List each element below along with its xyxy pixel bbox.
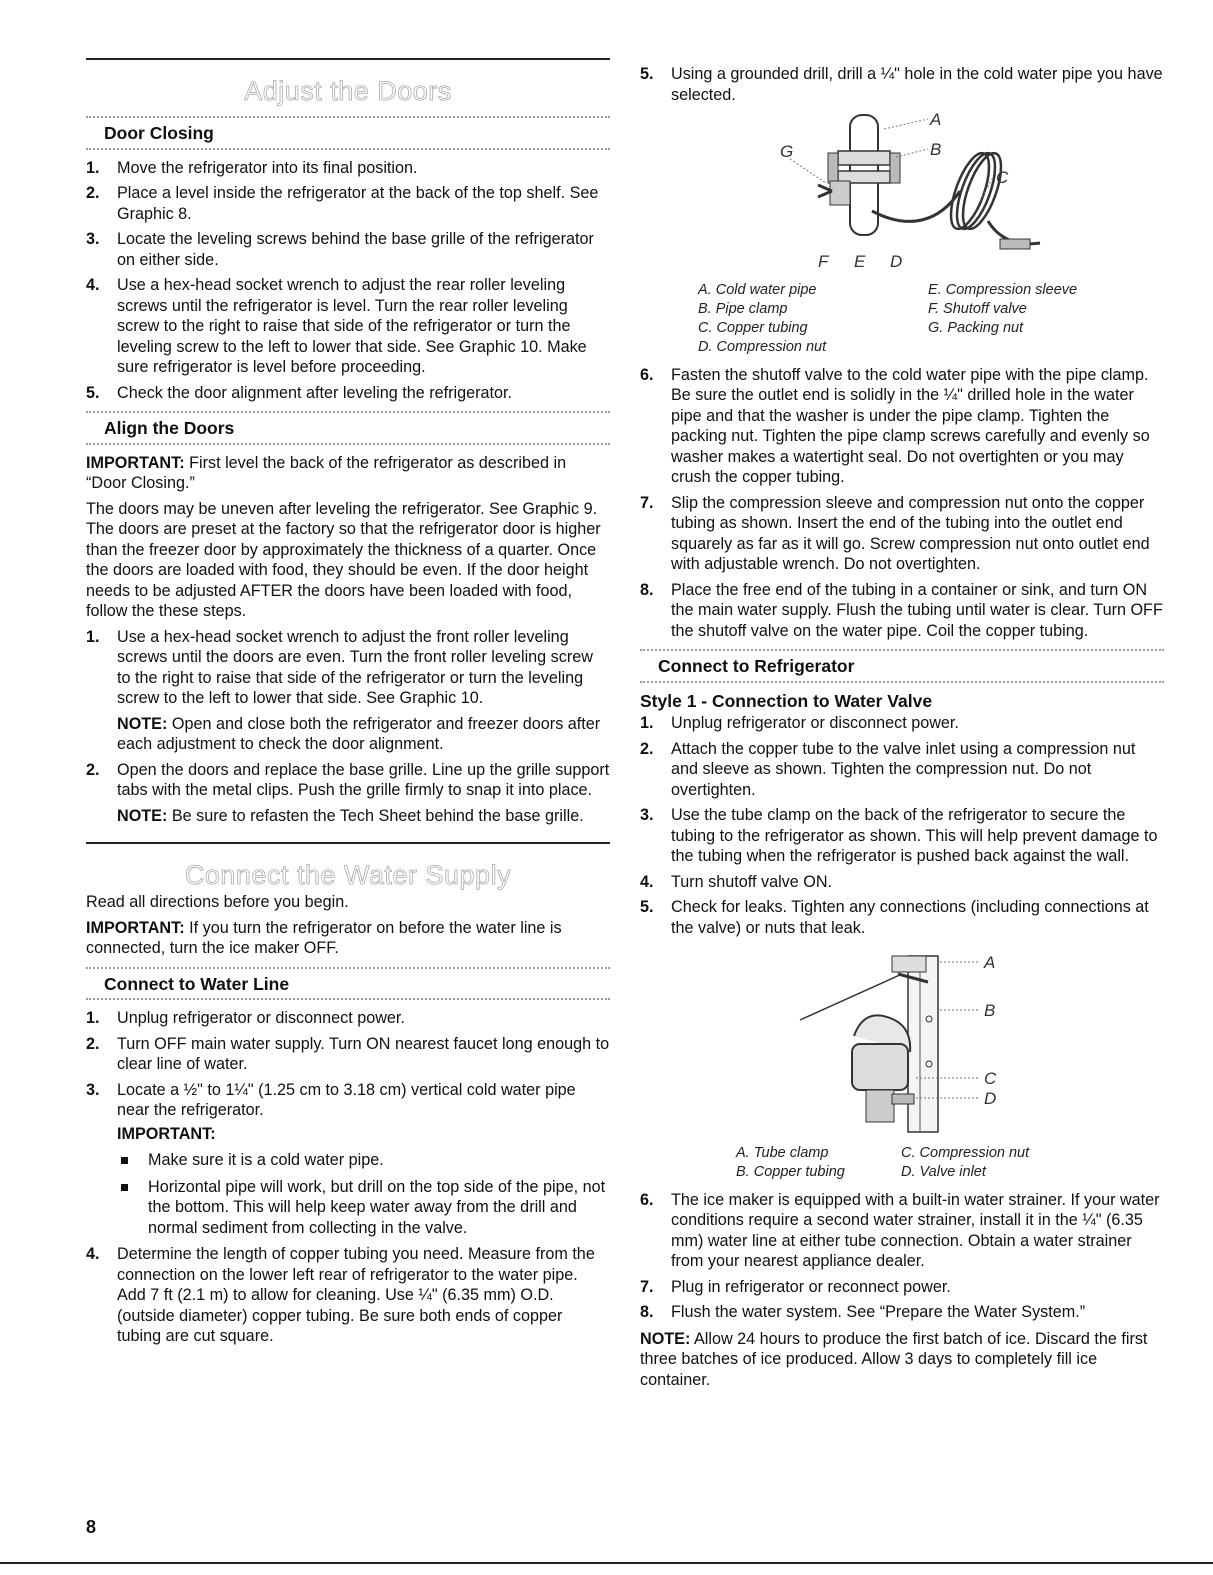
step-text: Locate the leveling screws behind the base grille of the refrigerator on either side. bbox=[117, 230, 594, 269]
label-c: C bbox=[984, 1069, 997, 1088]
label-f: F bbox=[818, 252, 829, 271]
step-number: 8. bbox=[640, 1303, 654, 1321]
label-e: E bbox=[854, 252, 866, 271]
caption: C. Compression nut bbox=[901, 1144, 1030, 1161]
label-a: A bbox=[984, 953, 996, 972]
list-item bbox=[86, 1034, 610, 1075]
list-item bbox=[640, 1277, 1164, 1298]
step-number: 2. bbox=[86, 1034, 100, 1053]
step-number: 6. bbox=[640, 1190, 654, 1209]
note bbox=[117, 806, 610, 827]
step-text: Using a grounded drill, drill a ¼" hole in the cold water pipe you have selected. bbox=[671, 65, 1163, 104]
list-item bbox=[640, 739, 1164, 801]
important-label: IMPORTANT: bbox=[117, 1124, 216, 1143]
page-number: 8 bbox=[86, 1517, 97, 1537]
style-heading: Style 1 - Connection to Water Valve bbox=[640, 690, 933, 711]
list-item bbox=[640, 897, 1164, 938]
step-text: Plug in refrigerator or reconnect power. bbox=[671, 1277, 951, 1296]
align-paragraph: The doors may be uneven after leveling the refrigerator. See Graphic 9. The doors are preset at the factory so that the refrigerator door is higher than the freezer door by approximately the thickness of a quarter. Once the doors are loaded with food, they should be even. If the door height needs to be adjusted AFTER the doors have been loaded with food, follow the these steps. bbox=[86, 499, 601, 620]
step-number: 1. bbox=[86, 1009, 100, 1027]
read-all-text: Read all directions before you begin. bbox=[86, 893, 349, 911]
step-text: The ice maker is equipped with a built-in water strainer. If your water conditions require a second water strainer, install it in the ¼" (6.35 mm) water line at either tube connection. Obtain a water strainer from your nearest appliance dealer. bbox=[671, 1190, 1160, 1270]
valve-steps bbox=[640, 365, 1164, 642]
step-number: 1. bbox=[86, 627, 100, 646]
list-item bbox=[640, 713, 1164, 734]
step-text: Place the free end of the tubing in a container or sink, and turn ON the main water supply. Flush the tubing until water is clear. Turn OFF the shutoff valve on the water pipe. Coil the copper tubing. bbox=[671, 580, 1163, 640]
note-text: Be sure to refasten the Tech Sheet behind the base grille. bbox=[167, 806, 584, 825]
list-item bbox=[86, 1008, 610, 1029]
align-steps bbox=[86, 627, 610, 827]
note-label: NOTE: bbox=[117, 806, 168, 825]
caption: C. Copper tubing bbox=[698, 319, 808, 336]
step-number: 1. bbox=[86, 158, 100, 177]
list-item bbox=[117, 1150, 610, 1171]
step-number: 3. bbox=[86, 1080, 100, 1099]
note-text: Open and close both the refrigerator and freezer doors after each adjustment to check the door alignment. bbox=[117, 714, 601, 753]
caption: D. Compression nut bbox=[698, 338, 827, 355]
list-item bbox=[86, 1080, 610, 1239]
step-text: Locate a ½" to 1¼" (1.25 cm to 3.18 cm) vertical cold water pipe near the refrigerator. bbox=[117, 1080, 576, 1119]
note-label: NOTE: bbox=[640, 1329, 691, 1348]
list-item bbox=[86, 627, 610, 755]
door-closing-steps bbox=[86, 158, 610, 404]
label-b: B bbox=[930, 140, 942, 159]
important-paragraph bbox=[86, 453, 610, 494]
step-text: Turn shutoff valve ON. bbox=[671, 872, 833, 891]
figure1-captions bbox=[698, 281, 1158, 357]
important-label: IMPORTANT: bbox=[86, 918, 185, 937]
list-item bbox=[640, 1190, 1164, 1272]
step-text: Use a hex-head socket wrench to adjust the rear roller leveling screws until the refrigerator is level. Turn the rear roller leveling screw to the right to raise that side of the refrigerator or turn the leveling screw to the left to lower that side. See Graphic 10. Make sure refrigerator is level before proceeding. bbox=[117, 276, 587, 376]
water-valve-illustration bbox=[640, 944, 1164, 1134]
note bbox=[117, 714, 610, 755]
step-text: Check for leaks. Tighten any connections (including connections at the valve) or nuts that leak. bbox=[671, 898, 1149, 937]
subsection-align-doors bbox=[86, 411, 610, 445]
step-text: Fasten the shutoff valve to the cold water pipe with the pipe clamp. Be sure the outlet end is solidly in the ¼" drilled hole in the water pipe and that the washer is under the pipe clamp. Tighten the packing nut. Tighten the pipe clamp screws carefully and evenly so washer makes a watertight seal. Do not overtighten or you may crush the copper tubing. bbox=[671, 365, 1150, 486]
caption: B. Copper tubing bbox=[736, 1163, 845, 1180]
shutoff-valve-illustration bbox=[640, 111, 1164, 271]
final-note bbox=[640, 1329, 1164, 1391]
step-text: Move the refrigerator into its final position. bbox=[117, 158, 418, 177]
left-column bbox=[86, 58, 610, 1353]
step-number: 5. bbox=[640, 65, 654, 83]
step-number: 3. bbox=[86, 230, 100, 248]
step-text: Use the tube clamp on the back of the refrigerator to secure the tubing to the refrigerator as shown. This will help prevent damage to the tubing when the refrigerator is pushed back against the wall. bbox=[671, 806, 1158, 865]
caption: D. Valve inlet bbox=[901, 1163, 986, 1180]
step-number: 4. bbox=[86, 276, 100, 294]
step-text: Open the doors and replace the base grille. Line up the grille support tabs with the metal clips. Push the grille firmly to snap it into place. bbox=[117, 760, 610, 799]
step-number: 2. bbox=[640, 739, 654, 758]
figure2-captions bbox=[736, 1144, 1066, 1182]
step-number: 7. bbox=[640, 1277, 654, 1296]
step-number: 6. bbox=[640, 365, 654, 384]
subheading-connect-refrigerator: Connect to Refrigerator bbox=[658, 656, 855, 676]
divider bbox=[86, 443, 610, 445]
shutoff-valve-figure bbox=[640, 111, 1164, 277]
caption: A. Cold water pipe bbox=[698, 281, 817, 298]
list-item bbox=[86, 229, 610, 270]
divider bbox=[640, 681, 1164, 683]
section-title-water-supply: Connect the Water Supply bbox=[184, 860, 512, 890]
divider bbox=[86, 998, 610, 1000]
step-number: 4. bbox=[640, 872, 654, 891]
subheading-door-closing: Door Closing bbox=[104, 123, 214, 143]
list-item bbox=[640, 493, 1164, 575]
step-text: Slip the compression sleeve and compression nut onto the copper tubing as shown. Insert the end of the tubing into the outlet end squarely as far as it will go. Screw compression nut onto outlet end with adjustable wrench. Do not overtighten. bbox=[671, 493, 1150, 573]
section-title-adjust-doors: Adjust the Doors bbox=[244, 76, 452, 106]
label-g: G bbox=[780, 142, 794, 161]
list-item bbox=[86, 1244, 610, 1347]
bullet-text: Horizontal pipe will work, but drill on the top side of the pipe, not the bottom. This will help keep water away from the drill and normal sediment from collecting in the valve. bbox=[148, 1177, 606, 1237]
note-text: Allow 24 hours to produce the first batch of ice. Discard the first three batches of ice produced. Allow 3 days to completely fill ice container. bbox=[640, 1329, 1148, 1389]
subheading-align-doors: Align the Doors bbox=[104, 418, 235, 438]
bullet-icon bbox=[121, 1157, 128, 1164]
list-item bbox=[640, 580, 1164, 642]
list-item bbox=[86, 183, 610, 224]
important-label: IMPORTANT: bbox=[86, 453, 185, 472]
final-steps bbox=[640, 1190, 1164, 1323]
list-item bbox=[117, 1177, 610, 1239]
list-item bbox=[640, 805, 1164, 867]
step-text: Use a hex-head socket wrench to adjust the front roller leveling screws until the doors are even. Turn the front roller leveling screw to the right to raise that side of the refrigerator or turn the leveling screw to the left to lower that side. See Graphic 10. bbox=[117, 627, 593, 707]
divider bbox=[86, 148, 610, 150]
right-column bbox=[640, 58, 1164, 1390]
water-important-paragraph bbox=[86, 918, 610, 959]
caption: G. Packing nut bbox=[928, 319, 1024, 336]
step-number: 2. bbox=[86, 760, 100, 779]
step-text: Unplug refrigerator or disconnect power. bbox=[117, 1009, 405, 1027]
important-text: If you turn the refrigerator on before the water line is connected, turn the ice maker OFF. bbox=[86, 918, 562, 957]
bottom-rule bbox=[0, 1562, 1213, 1564]
list-item bbox=[640, 64, 1164, 105]
note-label: NOTE: bbox=[117, 714, 168, 733]
caption: F. Shutoff valve bbox=[928, 300, 1027, 317]
list-item bbox=[86, 383, 610, 404]
list-item bbox=[86, 275, 610, 378]
bullet-text: Make sure it is a cold water pipe. bbox=[148, 1151, 384, 1169]
water-line-steps bbox=[86, 1008, 610, 1347]
label-d: D bbox=[890, 252, 903, 271]
list-item bbox=[86, 760, 610, 827]
step-text: Turn OFF main water supply. Turn ON nearest faucet long enough to clear line of water. bbox=[117, 1034, 610, 1073]
list-item bbox=[640, 365, 1164, 488]
label-a: A bbox=[930, 111, 942, 129]
caption: E. Compression sleeve bbox=[928, 281, 1078, 298]
step-number: 8. bbox=[640, 580, 654, 599]
important-text: First level the back of the refrigerator as described in “Door Closing.” bbox=[86, 453, 567, 492]
step-number: 7. bbox=[640, 493, 654, 512]
drill-step bbox=[640, 64, 1164, 105]
step-number: 4. bbox=[86, 1245, 100, 1263]
step-text: Place a level inside the refrigerator at the back of the top shelf. See Graphic 8. bbox=[117, 184, 599, 223]
step-text: Flush the water system. See “Prepare the Water System.” bbox=[671, 1303, 1086, 1321]
section-rule bbox=[86, 842, 610, 844]
subsection-connect-refrigerator bbox=[640, 649, 1164, 683]
step-text: Unplug refrigerator or disconnect power. bbox=[671, 714, 959, 732]
caption: B. Pipe clamp bbox=[698, 300, 788, 317]
list-item bbox=[640, 1302, 1164, 1323]
step-number: 5. bbox=[640, 898, 654, 916]
bullet-list bbox=[117, 1150, 610, 1238]
step-text: Determine the length of copper tubing you need. Measure from the connection on the lower left rear of refrigerator to the water pipe. Add 7 ft (2.1 m) to allow for cleaning. Use ¼" (6.35 mm) O.D. (outside diameter) copper tubing. Be sure both ends of copper tubing are cut square. bbox=[117, 1245, 595, 1345]
step-number: 1. bbox=[640, 714, 654, 732]
list-item bbox=[640, 872, 1164, 893]
subsection-door-closing bbox=[86, 116, 610, 150]
caption: A. Tube clamp bbox=[736, 1144, 829, 1161]
step-number: 3. bbox=[640, 806, 654, 824]
subsection-water-line bbox=[86, 967, 610, 1001]
step-number: 5. bbox=[86, 383, 100, 402]
connect-steps bbox=[640, 713, 1164, 938]
bullet-icon bbox=[121, 1184, 128, 1191]
step-text: Attach the copper tube to the valve inlet using a compression nut and sleeve as shown. Tighten the compression nut. Do not overtighten. bbox=[671, 739, 1136, 799]
caption bbox=[928, 338, 1158, 357]
label-d: D bbox=[984, 1089, 997, 1108]
water-valve-figure bbox=[640, 944, 1164, 1140]
subheading-water-line: Connect to Water Line bbox=[104, 973, 290, 994]
step-text: Check the door alignment after leveling the refrigerator. bbox=[117, 383, 513, 402]
list-item bbox=[86, 158, 610, 179]
label-c: C bbox=[996, 168, 1009, 187]
section-rule bbox=[86, 58, 610, 60]
step-number: 2. bbox=[86, 184, 100, 202]
label-b: B bbox=[984, 1001, 996, 1020]
